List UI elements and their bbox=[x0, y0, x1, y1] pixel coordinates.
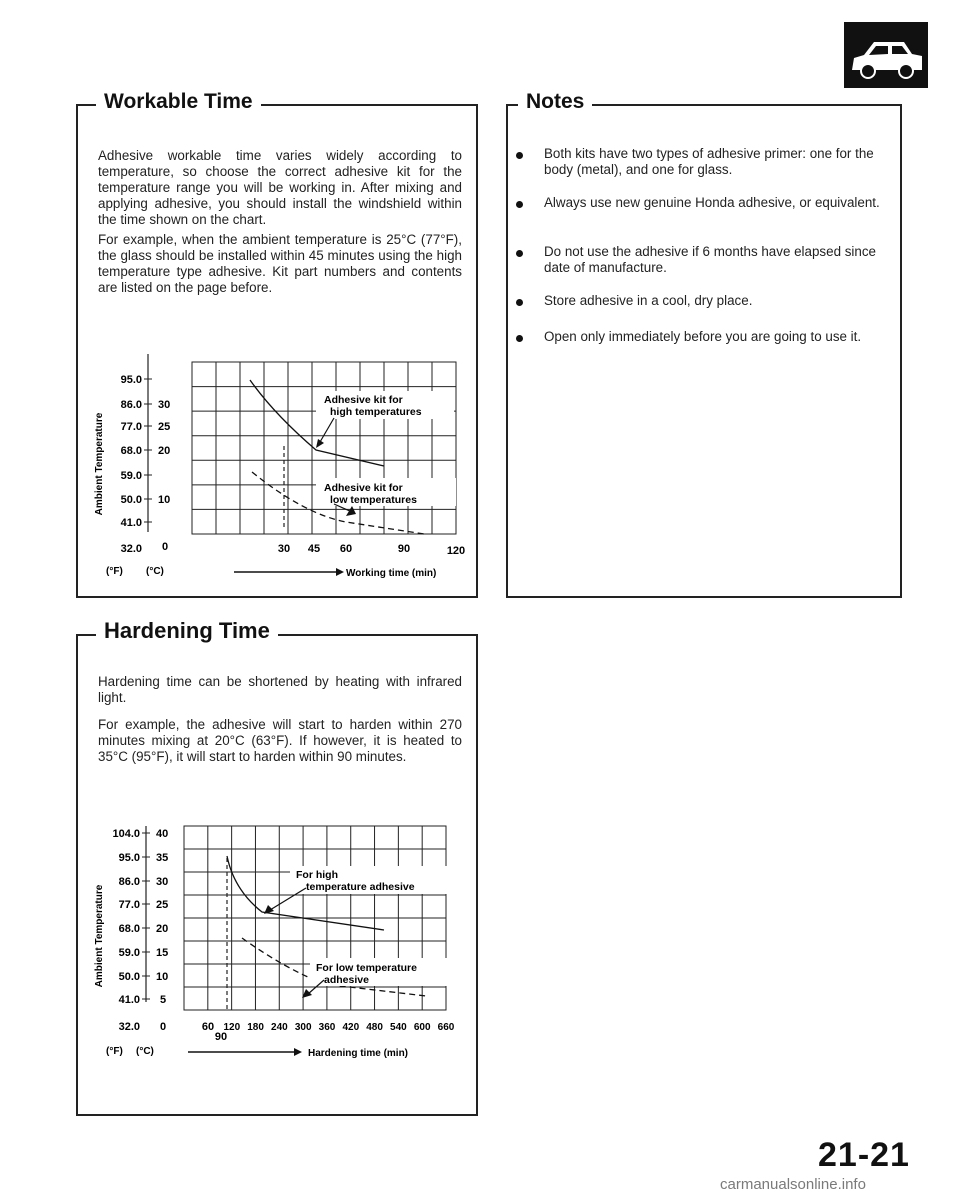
hd-x-tick: 60 bbox=[201, 1021, 215, 1033]
notes-item-1: Both kits have two types of adhesive primer: one for the body (metal), and one for glass. bbox=[544, 146, 874, 177]
wk-unit-c: (°C) bbox=[146, 566, 164, 577]
hd-high-label-1: For high bbox=[296, 869, 338, 881]
hd-c-tick: 0 bbox=[160, 1021, 167, 1033]
hd-low-label-1: For low temperature bbox=[316, 962, 417, 974]
wk-f-tick: 68.0 bbox=[120, 445, 142, 457]
workable-time-title: Workable Time bbox=[96, 90, 261, 114]
hd-f-tick: 104.0 bbox=[112, 828, 140, 840]
hd-f-tick: 32.0 bbox=[118, 1021, 140, 1033]
hd-low-label-2: adhesive bbox=[324, 974, 369, 986]
hd-x-tick: 480 bbox=[366, 1022, 383, 1033]
notes-item-5: Open only immediately before you are going to use it. bbox=[544, 329, 862, 344]
workable-title-rule bbox=[258, 104, 478, 106]
wk-f-tick: 77.0 bbox=[120, 421, 142, 433]
wk-x-tick: 120 bbox=[446, 545, 466, 557]
hd-f-tick: 50.0 bbox=[118, 971, 140, 983]
hd-x-tick: 660 bbox=[437, 1022, 455, 1033]
notes-title: Notes bbox=[518, 90, 592, 114]
wk-f-tick: 95.0 bbox=[120, 374, 142, 386]
wk-c-tick: 0 bbox=[162, 541, 169, 553]
notes-bullet bbox=[516, 335, 523, 342]
hd-x-tick-extra: 90 bbox=[214, 1031, 228, 1043]
wk-x-tick: 90 bbox=[397, 543, 411, 555]
hd-c-tick: 15 bbox=[156, 947, 169, 959]
wk-low-label-1: Adhesive kit for bbox=[324, 482, 403, 494]
wk-x-tick: 60 bbox=[339, 543, 353, 555]
hd-x-tick: 420 bbox=[342, 1022, 360, 1033]
hd-high-label-2: temperature adhesive bbox=[306, 881, 415, 893]
hardening-y-axis-label: Ambient Temperature bbox=[94, 884, 105, 988]
hd-c-tick: 20 bbox=[156, 923, 169, 935]
notes-box bbox=[506, 104, 902, 598]
hd-x-tick: 120 bbox=[223, 1022, 241, 1033]
hd-c-tick: 10 bbox=[156, 971, 169, 983]
hd-f-tick: 86.0 bbox=[118, 876, 140, 888]
wk-f-tick: 41.0 bbox=[120, 517, 142, 529]
hd-unit-f: (°F) bbox=[106, 1046, 123, 1057]
hd-f-tick: 59.0 bbox=[118, 947, 140, 959]
hd-x-tick: 180 bbox=[247, 1022, 264, 1033]
hd-x-tick: 300 bbox=[294, 1022, 312, 1033]
hd-x-tick: 600 bbox=[413, 1022, 431, 1033]
workable-para-2: For example, when the ambient temperature is 25°C (77°F), the glass should be installed within 45 minutes using the high temperature type adhesive. Kit part numbers and contents are listed on the page before. bbox=[98, 232, 462, 295]
wk-f-tick: 86.0 bbox=[120, 399, 142, 411]
hd-unit-c: (°C) bbox=[136, 1046, 154, 1057]
hd-x-tick: 240 bbox=[271, 1022, 288, 1033]
hd-c-tick: 25 bbox=[156, 899, 169, 911]
watermark: carmanualsonline.info bbox=[720, 1176, 866, 1193]
notes-bullet bbox=[516, 152, 523, 159]
wk-c-tick: 30 bbox=[158, 399, 171, 411]
hd-f-tick: 68.0 bbox=[118, 923, 140, 935]
notes-item-2: Always use new genuine Honda adhesive, or equivalent. bbox=[544, 195, 880, 210]
wk-x-tick: 45 bbox=[307, 543, 321, 555]
wk-high-label-1: Adhesive kit for bbox=[324, 394, 403, 406]
wk-c-tick: 25 bbox=[158, 421, 171, 433]
wk-c-tick: 20 bbox=[158, 445, 171, 457]
page-number: 21-21 bbox=[818, 1136, 910, 1174]
hardening-time-title: Hardening Time bbox=[96, 618, 278, 644]
wk-f-tick: 59.0 bbox=[120, 470, 142, 482]
notes-bullet bbox=[516, 299, 523, 306]
notes-item-4: Store adhesive in a cool, dry place. bbox=[544, 293, 753, 308]
workable-chart bbox=[84, 354, 474, 590]
wk-high-label-2: high temperatures bbox=[330, 406, 422, 418]
hd-f-tick: 95.0 bbox=[118, 852, 140, 864]
wk-x-tick: 30 bbox=[277, 543, 291, 555]
hd-x-tick: 360 bbox=[318, 1022, 336, 1033]
wk-f-tick: 50.0 bbox=[120, 494, 142, 506]
hardening-chart bbox=[84, 818, 474, 1066]
hd-f-tick: 77.0 bbox=[118, 899, 140, 911]
wk-low-label-2: low temperatures bbox=[330, 494, 417, 506]
notes-item-3: Do not use the adhesive if 6 months have elapsed since date of manufacture. bbox=[544, 244, 877, 275]
workable-y-axis-label: Ambient Temperature bbox=[94, 412, 105, 516]
hardening-para-2: For example, the adhesive will start to harden within 270 minutes mixing at 20°C (63°F). If however, it is heated to 35°C (95°F), it will start to harden within 90 minutes. bbox=[98, 717, 462, 764]
wk-f-tick: 32.0 bbox=[120, 543, 142, 555]
hd-c-tick: 30 bbox=[156, 876, 169, 888]
hd-c-tick: 5 bbox=[160, 994, 167, 1006]
notes-bullet bbox=[516, 250, 523, 257]
hd-c-tick: 40 bbox=[156, 828, 169, 840]
hd-x-axis-label: Hardening time (min) bbox=[308, 1048, 409, 1059]
hardening-para-1: Hardening time can be shortened by heating with infrared light. bbox=[98, 674, 462, 705]
notes-bullet bbox=[516, 201, 523, 208]
hd-x-tick: 540 bbox=[390, 1022, 407, 1033]
hd-c-tick: 35 bbox=[156, 852, 169, 864]
hd-f-tick: 41.0 bbox=[118, 994, 140, 1006]
wk-unit-f: (°F) bbox=[106, 566, 123, 577]
wk-x-axis-label: Working time (min) bbox=[346, 568, 437, 579]
car-icon bbox=[844, 22, 928, 88]
wk-c-tick: 10 bbox=[158, 494, 171, 506]
workable-para-1: Adhesive workable time varies widely according to temperature, so choose the correct adhesive kit for the temperature range you will be working in. After mixing and applying adhesive, you should install the windshield within the time shown on the chart. bbox=[98, 148, 462, 227]
